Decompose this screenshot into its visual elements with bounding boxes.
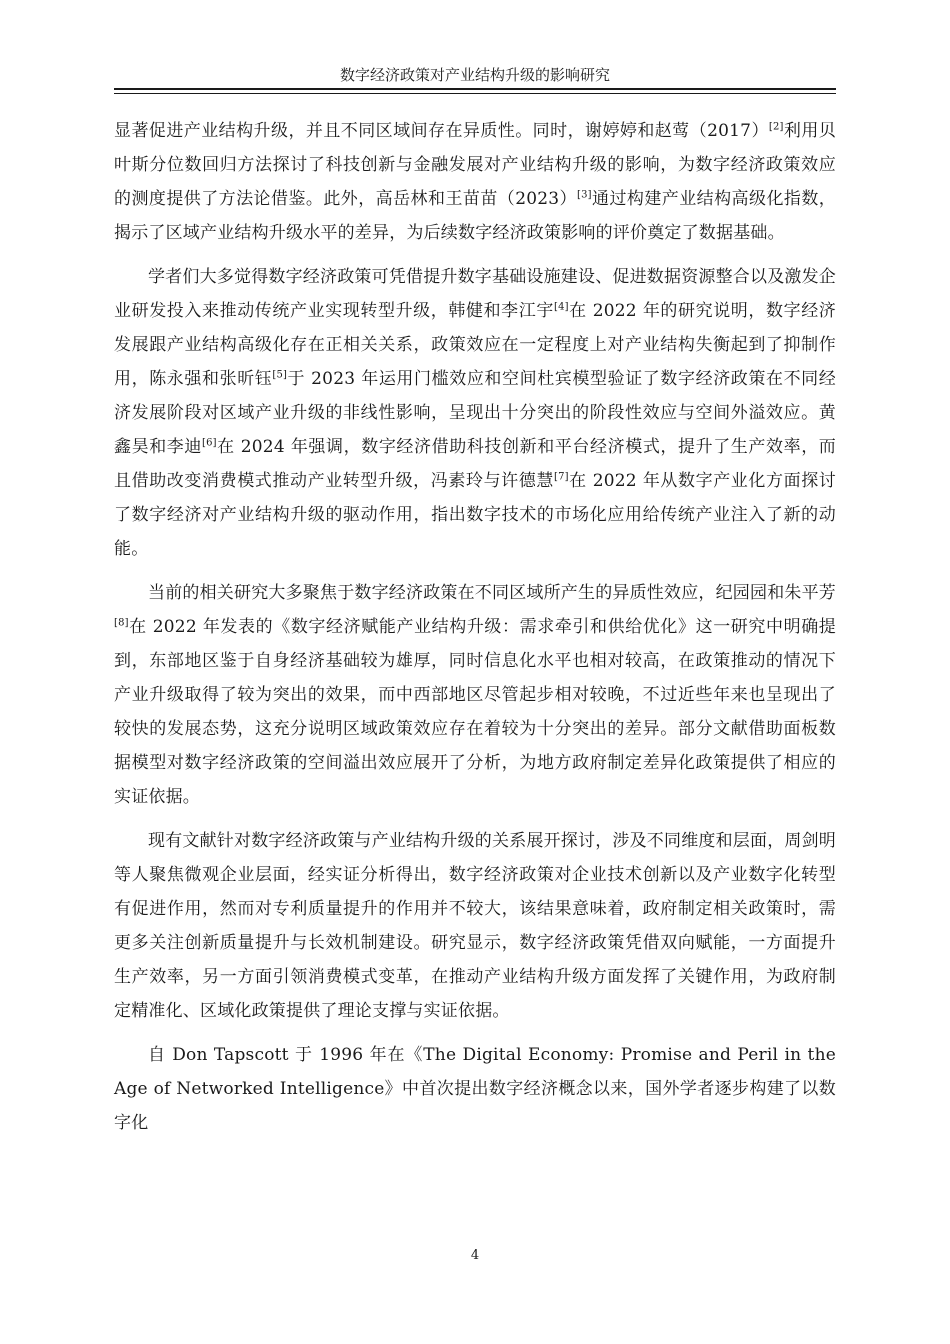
- citation-marker: [4]: [553, 301, 569, 313]
- paragraph-text: 于 2023 年运用门槛效应和空间杜宾模型验证了数字经济政策在不同经济发展阶段对区域产业升级的非线性影响，呈现出十分突出的阶段性效应与空间外溢效应。黄鑫昊和李迪: [114, 369, 836, 457]
- citation-marker: [2]: [768, 121, 784, 133]
- paragraph-text: 在 2022 年从数字产业化方面探讨了数字经济对产业结构升级的驱动作用，指出数字技术的市场化应用给传统产业注入了新的动能。: [114, 471, 837, 559]
- running-header: 数字经济政策对产业结构升级的影响研究: [339, 66, 610, 84]
- paragraph-text: 自 Don Tapscott 于 1996 年在《The Digital Economy: Promise and Peril in the Age of Networked Intelligence》中首次提出数字经济概念以来，国外学者逐步构建了以数字化: [114, 1045, 836, 1133]
- body-paragraph: [114, 260, 836, 566]
- citation-marker: [6]: [202, 437, 217, 449]
- paragraph-text: 学者们大多觉得数字经济政策可凭借提升数字基础设施建设、促进数据资源整合以及激发企业研发投入来推动传统产业实现转型升级，韩健和李江宇: [114, 267, 836, 321]
- paragraph-text: 在 2022 年发表的《数字经济赋能产业结构升级：需求牵引和供给优化》这一研究中明确提到，东部地区鉴于自身经济基础较为雄厚，同时信息化水平也相对较高，在政策推动的情况下产业升级取得了较为突出的效果，而中西部地区尽管起步相对较晚，不过近些年来也呈现出了较快的发展态势，这充分说明区域政策效应存在着较为十分突出的差异。部分文献借助面板数据模型对数字经济政策的空间溢出效应展开了分析，为地方政府制定差异化政策提供了相应的实证依据。: [114, 617, 836, 807]
- body-paragraph: [114, 824, 836, 1028]
- paragraph-text: 现有文献针对数字经济政策与产业结构升级的关系展开探讨，涉及不同维度和层面，周剑明等人聚焦微观企业层面，经实证分析得出，数字经济政策对企业技术创新以及产业数字化转型有促进作用，然而对专利质量提升的作用并不较大，该结果意味着，政府制定相关政策时，需更多关注创新质量提升与长效机制建设。研究显示，数字经济政策凭借双向赋能，一方面提升生产效率，另一方面引领消费模式变革，在推动产业结构升级方面发挥了关键作用，为政府制定精准化、区域化政策提供了理论支撑与实证依据。: [114, 831, 836, 1021]
- body-paragraph: [114, 576, 836, 814]
- paragraph-text: 通过构建产业结构高级化指数，揭示了区域产业结构升级水平的差异，为后续数字经济政策影响的评价奠定了数据基础。: [114, 189, 836, 243]
- body-paragraph: [114, 114, 836, 250]
- page-number: 4: [470, 1248, 480, 1263]
- header-rule-thin: [114, 93, 836, 94]
- citation-marker: [5]: [272, 369, 288, 381]
- body-paragraph: [114, 1038, 836, 1140]
- body-text: [114, 114, 836, 1150]
- header-rule-thick: [114, 88, 836, 90]
- paragraph-text: 显著促进产业结构升级，并且不同区域间存在异质性。同时，谢婷婷和赵莺（2017）: [114, 121, 769, 141]
- citation-marker: [8]: [114, 617, 129, 629]
- paragraph-text: 利用贝叶斯分位数回归方法探讨了科技创新与金融发展对产业结构升级的影响，为数字经济政策效应的测度提供了方法论借鉴。此外，高岳林和王苗苗（2023）: [114, 121, 836, 209]
- citation-marker: [3]: [576, 189, 592, 201]
- paragraph-text: 当前的相关研究大多聚焦于数字经济政策在不同区域所产生的异质性效应，纪园园和朱平芳: [148, 583, 836, 603]
- paragraph-text: 在 2024 年强调，数字经济借助科技创新和平台经济模式，提升了生产效率，而且借助改变消费模式推动产业转型升级，冯素玲与许德慧: [114, 437, 837, 491]
- citation-marker: [7]: [553, 471, 569, 483]
- paragraph-text: 在 2022 年的研究说明，数字经济发展跟产业结构高级化存在正相关关系，政策效应在一定程度上对产业结构失衡起到了抑制作用，陈永强和张昕钰: [114, 301, 837, 389]
